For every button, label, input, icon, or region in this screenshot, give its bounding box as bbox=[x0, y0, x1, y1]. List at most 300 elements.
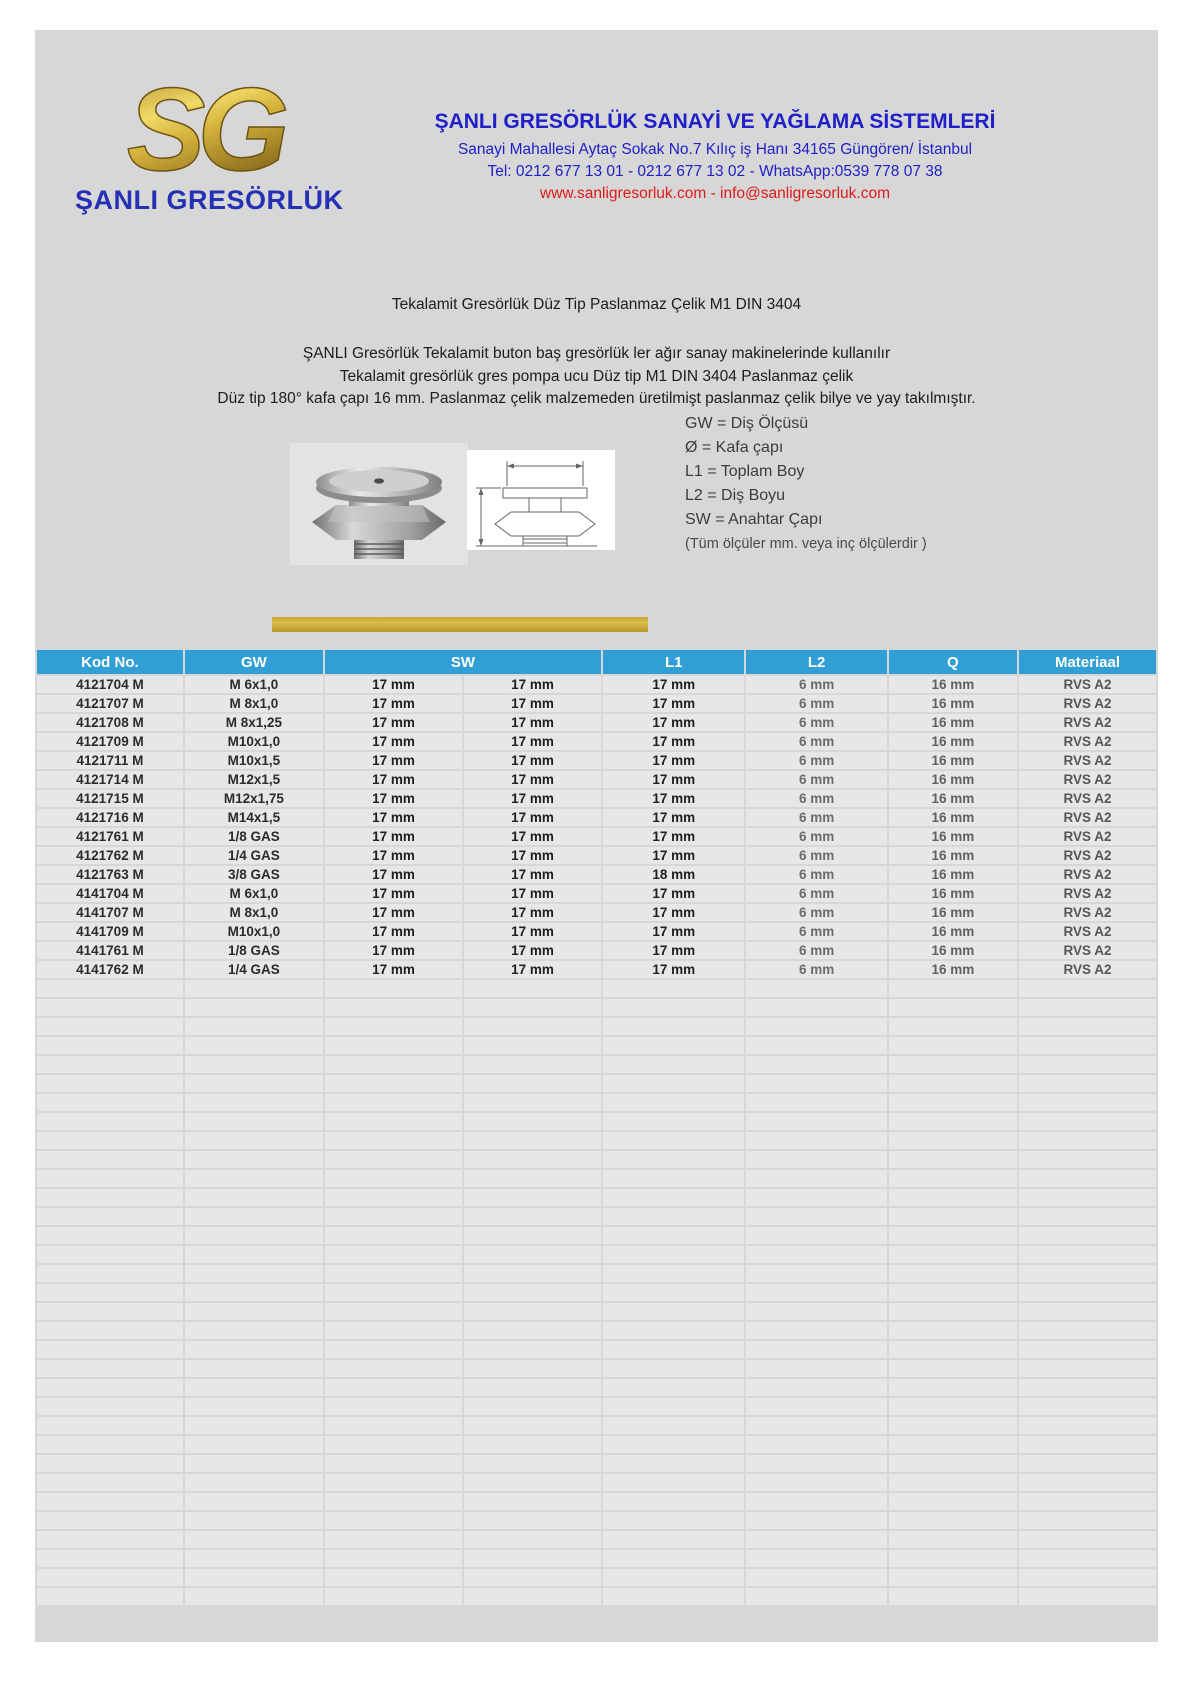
cell-materiaal: RVS A2 bbox=[1019, 809, 1156, 826]
empty-cell bbox=[603, 1151, 744, 1168]
grease-fitting-photo bbox=[290, 443, 468, 565]
empty-table-row bbox=[37, 1322, 1156, 1339]
empty-cell bbox=[889, 1569, 1017, 1586]
empty-cell bbox=[37, 1360, 183, 1377]
empty-cell bbox=[37, 1018, 183, 1035]
empty-cell bbox=[889, 1265, 1017, 1282]
empty-cell bbox=[185, 1284, 323, 1301]
empty-cell bbox=[464, 1227, 601, 1244]
cell-l1: 17 mm bbox=[603, 676, 744, 693]
empty-cell bbox=[37, 1094, 183, 1111]
cell-gw: 1/8 GAS bbox=[185, 828, 323, 845]
empty-table-row bbox=[37, 1246, 1156, 1263]
empty-cell bbox=[464, 1056, 601, 1073]
empty-cell bbox=[746, 1227, 886, 1244]
empty-cell bbox=[185, 1379, 323, 1396]
cell-materiaal: RVS A2 bbox=[1019, 676, 1156, 693]
empty-cell bbox=[464, 1246, 601, 1263]
empty-cell bbox=[746, 980, 886, 997]
cell-q: 16 mm bbox=[889, 714, 1017, 731]
header-q: Q bbox=[889, 650, 1017, 674]
empty-cell bbox=[746, 1341, 886, 1358]
cell-l2: 6 mm bbox=[746, 752, 886, 769]
empty-table-row bbox=[37, 1075, 1156, 1092]
empty-cell bbox=[185, 1056, 323, 1073]
cell-l2: 6 mm bbox=[746, 961, 886, 978]
cell-kod-no: 4121709 M bbox=[37, 733, 183, 750]
empty-cell bbox=[37, 1417, 183, 1434]
empty-cell bbox=[1019, 1493, 1156, 1510]
empty-cell bbox=[464, 1170, 601, 1187]
cell-l2: 6 mm bbox=[746, 923, 886, 940]
empty-cell bbox=[185, 1417, 323, 1434]
empty-cell bbox=[464, 1284, 601, 1301]
empty-cell bbox=[185, 1303, 323, 1320]
empty-cell bbox=[889, 1379, 1017, 1396]
empty-cell bbox=[1019, 1113, 1156, 1130]
cell-sw-2: 17 mm bbox=[464, 714, 601, 731]
empty-cell bbox=[746, 1151, 886, 1168]
cell-sw-1: 17 mm bbox=[325, 923, 462, 940]
cell-sw-2: 17 mm bbox=[464, 676, 601, 693]
empty-cell bbox=[37, 1246, 183, 1263]
cell-gw: M10x1,0 bbox=[185, 733, 323, 750]
empty-cell bbox=[889, 1075, 1017, 1092]
empty-table-row bbox=[37, 1360, 1156, 1377]
cell-l2: 6 mm bbox=[746, 809, 886, 826]
empty-cell bbox=[464, 980, 601, 997]
empty-cell bbox=[185, 1132, 323, 1149]
empty-cell bbox=[325, 1075, 462, 1092]
header-gw: GW bbox=[185, 650, 323, 674]
empty-cell bbox=[603, 1189, 744, 1206]
cell-l2: 6 mm bbox=[746, 695, 886, 712]
empty-table-row bbox=[37, 980, 1156, 997]
company-website-link[interactable]: www.sanligresorluk.com - info@sanligresorluk.com bbox=[540, 185, 890, 202]
empty-cell bbox=[1019, 1588, 1156, 1605]
empty-cell bbox=[464, 1322, 601, 1339]
empty-cell bbox=[464, 1550, 601, 1567]
empty-cell bbox=[464, 1531, 601, 1548]
empty-cell bbox=[603, 1550, 744, 1567]
company-logo bbox=[75, 78, 344, 216]
empty-cell bbox=[37, 999, 183, 1016]
cell-sw-1: 17 mm bbox=[325, 733, 462, 750]
empty-cell bbox=[185, 1265, 323, 1282]
cell-kod-no: 4121715 M bbox=[37, 790, 183, 807]
empty-cell bbox=[889, 1360, 1017, 1377]
cell-l1: 17 mm bbox=[603, 904, 744, 921]
cell-l2: 6 mm bbox=[746, 714, 886, 731]
empty-cell bbox=[464, 1360, 601, 1377]
cell-materiaal: RVS A2 bbox=[1019, 771, 1156, 788]
empty-table-row bbox=[37, 1284, 1156, 1301]
empty-cell bbox=[603, 1170, 744, 1187]
cell-gw: M 8x1,25 bbox=[185, 714, 323, 731]
empty-cell bbox=[746, 1170, 886, 1187]
cell-l2: 6 mm bbox=[746, 885, 886, 902]
empty-cell bbox=[464, 1037, 601, 1054]
empty-cell bbox=[37, 1132, 183, 1149]
empty-cell bbox=[185, 1398, 323, 1415]
empty-cell bbox=[1019, 1379, 1156, 1396]
empty-cell bbox=[185, 1113, 323, 1130]
empty-cell bbox=[37, 1113, 183, 1130]
empty-cell bbox=[889, 1531, 1017, 1548]
empty-cell bbox=[889, 1455, 1017, 1472]
empty-cell bbox=[185, 1075, 323, 1092]
cell-kod-no: 4121708 M bbox=[37, 714, 183, 731]
empty-table-row bbox=[37, 1417, 1156, 1434]
empty-table-row bbox=[37, 1398, 1156, 1415]
cell-q: 16 mm bbox=[889, 809, 1017, 826]
cell-l1: 17 mm bbox=[603, 790, 744, 807]
header-kod-no: Kod No. bbox=[37, 650, 183, 674]
empty-cell bbox=[185, 1493, 323, 1510]
empty-cell bbox=[746, 1189, 886, 1206]
empty-cell bbox=[746, 1569, 886, 1586]
empty-cell bbox=[325, 1455, 462, 1472]
cell-l1: 18 mm bbox=[603, 866, 744, 883]
technical-drawing bbox=[467, 450, 615, 550]
cell-l2: 6 mm bbox=[746, 866, 886, 883]
empty-cell bbox=[746, 1436, 886, 1453]
empty-cell bbox=[37, 1208, 183, 1225]
empty-table-row bbox=[37, 1512, 1156, 1529]
table-row bbox=[37, 923, 1156, 940]
description-line: ŞANLI Gresörlük Tekalamit buton baş gresörlük ler ağır sanay makinelerinde kullanılır bbox=[302, 345, 891, 362]
empty-cell bbox=[746, 1113, 886, 1130]
cell-kod-no: 4121711 M bbox=[37, 752, 183, 769]
empty-cell bbox=[185, 1094, 323, 1111]
cell-sw-1: 17 mm bbox=[325, 676, 462, 693]
empty-cell bbox=[185, 1208, 323, 1225]
cell-l1: 17 mm bbox=[603, 885, 744, 902]
empty-cell bbox=[1019, 1398, 1156, 1415]
empty-cell bbox=[603, 1056, 744, 1073]
empty-cell bbox=[889, 999, 1017, 1016]
cell-kod-no: 4121704 M bbox=[37, 676, 183, 693]
empty-cell bbox=[603, 1588, 744, 1605]
cell-kod-no: 4141761 M bbox=[37, 942, 183, 959]
empty-cell bbox=[37, 1493, 183, 1510]
empty-cell bbox=[889, 1417, 1017, 1434]
cell-materiaal: RVS A2 bbox=[1019, 714, 1156, 731]
product-table-wrap bbox=[35, 648, 1158, 1607]
empty-cell bbox=[1019, 1056, 1156, 1073]
empty-cell bbox=[746, 1493, 886, 1510]
empty-cell bbox=[37, 1512, 183, 1529]
empty-table-row bbox=[37, 1436, 1156, 1453]
empty-cell bbox=[889, 1037, 1017, 1054]
dimension-legend bbox=[685, 412, 927, 556]
empty-cell bbox=[603, 1360, 744, 1377]
empty-cell bbox=[325, 1132, 462, 1149]
empty-cell bbox=[603, 980, 744, 997]
cell-sw-2: 17 mm bbox=[464, 904, 601, 921]
empty-cell bbox=[37, 1398, 183, 1415]
empty-cell bbox=[746, 1455, 886, 1472]
empty-table-row bbox=[37, 1227, 1156, 1244]
table-row bbox=[37, 904, 1156, 921]
cell-sw-2: 17 mm bbox=[464, 695, 601, 712]
table-row bbox=[37, 809, 1156, 826]
document-page bbox=[35, 30, 1158, 1642]
empty-cell bbox=[889, 1341, 1017, 1358]
cell-materiaal: RVS A2 bbox=[1019, 866, 1156, 883]
empty-cell bbox=[1019, 1322, 1156, 1339]
cell-sw-2: 17 mm bbox=[464, 809, 601, 826]
cell-sw-1: 17 mm bbox=[325, 904, 462, 921]
empty-cell bbox=[325, 1303, 462, 1320]
empty-cell bbox=[1019, 1094, 1156, 1111]
cell-materiaal: RVS A2 bbox=[1019, 904, 1156, 921]
cell-materiaal: RVS A2 bbox=[1019, 733, 1156, 750]
empty-cell bbox=[325, 1360, 462, 1377]
empty-cell bbox=[603, 1018, 744, 1035]
description-line: Düz tip 180° kafa çapı 16 mm. Paslanmaz çelik malzemeden üretilmişt paslanmaz çelik bilye ve yay takılmıştır. bbox=[217, 390, 976, 407]
cell-sw-1: 17 mm bbox=[325, 809, 462, 826]
empty-table-row bbox=[37, 1094, 1156, 1111]
empty-cell bbox=[603, 1474, 744, 1491]
empty-cell bbox=[889, 1151, 1017, 1168]
cell-q: 16 mm bbox=[889, 790, 1017, 807]
empty-cell bbox=[464, 1018, 601, 1035]
cell-l1: 17 mm bbox=[603, 752, 744, 769]
empty-cell bbox=[746, 1018, 886, 1035]
empty-cell bbox=[464, 999, 601, 1016]
empty-cell bbox=[889, 1208, 1017, 1225]
cell-l1: 17 mm bbox=[603, 847, 744, 864]
company-address: Sanayi Mahallesi Aytaç Sokak No.7 Kılıç iş Hanı 34165 Güngören/ İstanbul bbox=[457, 141, 973, 158]
empty-cell bbox=[603, 1113, 744, 1130]
empty-cell bbox=[1019, 1018, 1156, 1035]
cell-sw-1: 17 mm bbox=[325, 942, 462, 959]
empty-table-row bbox=[37, 1208, 1156, 1225]
table-row bbox=[37, 828, 1156, 845]
empty-table-row bbox=[37, 1569, 1156, 1586]
empty-cell bbox=[185, 1360, 323, 1377]
empty-cell bbox=[37, 1455, 183, 1472]
empty-cell bbox=[325, 999, 462, 1016]
empty-cell bbox=[325, 1037, 462, 1054]
cell-materiaal: RVS A2 bbox=[1019, 752, 1156, 769]
cell-q: 16 mm bbox=[889, 904, 1017, 921]
empty-cell bbox=[1019, 1284, 1156, 1301]
empty-cell bbox=[746, 1075, 886, 1092]
empty-table-row bbox=[37, 1455, 1156, 1472]
cell-l1: 17 mm bbox=[603, 695, 744, 712]
empty-cell bbox=[325, 1018, 462, 1035]
empty-cell bbox=[185, 1474, 323, 1491]
empty-cell bbox=[185, 1341, 323, 1358]
empty-cell bbox=[185, 1531, 323, 1548]
cell-l2: 6 mm bbox=[746, 828, 886, 845]
empty-cell bbox=[603, 1398, 744, 1415]
cell-sw-2: 17 mm bbox=[464, 942, 601, 959]
empty-cell bbox=[185, 1512, 323, 1529]
empty-cell bbox=[464, 1379, 601, 1396]
empty-cell bbox=[603, 999, 744, 1016]
cell-sw-2: 17 mm bbox=[464, 885, 601, 902]
empty-cell bbox=[1019, 1531, 1156, 1548]
empty-cell bbox=[325, 1056, 462, 1073]
empty-cell bbox=[1019, 1569, 1156, 1586]
table-row bbox=[37, 961, 1156, 978]
empty-table-row bbox=[37, 1170, 1156, 1187]
empty-cell bbox=[325, 1322, 462, 1339]
cell-kod-no: 4121714 M bbox=[37, 771, 183, 788]
empty-table-row bbox=[37, 1056, 1156, 1073]
cell-l1: 17 mm bbox=[603, 714, 744, 731]
empty-cell bbox=[746, 1474, 886, 1491]
gold-separator-bar bbox=[272, 617, 648, 632]
company-brand-text: ŞANLI GRESÖRLÜK bbox=[75, 185, 344, 215]
empty-cell bbox=[464, 1474, 601, 1491]
empty-cell bbox=[1019, 1075, 1156, 1092]
header-sw: SW bbox=[325, 650, 601, 674]
empty-cell bbox=[889, 1113, 1017, 1130]
cell-kod-no: 4141704 M bbox=[37, 885, 183, 902]
cell-sw-1: 17 mm bbox=[325, 847, 462, 864]
empty-cell bbox=[746, 1265, 886, 1282]
cell-materiaal: RVS A2 bbox=[1019, 790, 1156, 807]
empty-cell bbox=[325, 980, 462, 997]
cell-gw: M10x1,0 bbox=[185, 923, 323, 940]
empty-cell bbox=[37, 1284, 183, 1301]
cell-gw: M14x1,5 bbox=[185, 809, 323, 826]
empty-cell bbox=[325, 1474, 462, 1491]
empty-cell bbox=[889, 1132, 1017, 1149]
empty-cell bbox=[464, 1569, 601, 1586]
empty-cell bbox=[464, 1113, 601, 1130]
empty-cell bbox=[37, 1075, 183, 1092]
cell-materiaal: RVS A2 bbox=[1019, 695, 1156, 712]
empty-cell bbox=[37, 1379, 183, 1396]
cell-materiaal: RVS A2 bbox=[1019, 885, 1156, 902]
cell-l1: 17 mm bbox=[603, 828, 744, 845]
empty-cell bbox=[464, 1189, 601, 1206]
empty-cell bbox=[889, 1227, 1017, 1244]
empty-cell bbox=[889, 1094, 1017, 1111]
empty-cell bbox=[1019, 1189, 1156, 1206]
empty-cell bbox=[889, 1322, 1017, 1339]
empty-cell bbox=[603, 1341, 744, 1358]
empty-cell bbox=[603, 1208, 744, 1225]
empty-cell bbox=[37, 1189, 183, 1206]
empty-cell bbox=[185, 1151, 323, 1168]
cell-q: 16 mm bbox=[889, 676, 1017, 693]
empty-table-row bbox=[37, 1303, 1156, 1320]
cell-l2: 6 mm bbox=[746, 771, 886, 788]
empty-cell bbox=[37, 1474, 183, 1491]
empty-cell bbox=[464, 1455, 601, 1472]
cell-kod-no: 4141762 M bbox=[37, 961, 183, 978]
table-row bbox=[37, 714, 1156, 731]
empty-cell bbox=[37, 1303, 183, 1320]
empty-cell bbox=[1019, 1132, 1156, 1149]
empty-cell bbox=[1019, 1303, 1156, 1320]
empty-cell bbox=[1019, 1550, 1156, 1567]
empty-cell bbox=[37, 1265, 183, 1282]
cell-sw-1: 17 mm bbox=[325, 771, 462, 788]
company-header bbox=[360, 110, 1070, 205]
cell-gw: M 8x1,0 bbox=[185, 904, 323, 921]
empty-cell bbox=[603, 1075, 744, 1092]
cell-materiaal: RVS A2 bbox=[1019, 961, 1156, 978]
cell-gw: M10x1,5 bbox=[185, 752, 323, 769]
empty-cell bbox=[889, 1550, 1017, 1567]
empty-cell bbox=[746, 1303, 886, 1320]
company-phone: Tel: 0212 677 13 01 - 0212 677 13 02 - WhatsApp:0539 778 07 38 bbox=[487, 163, 943, 180]
empty-cell bbox=[185, 1436, 323, 1453]
empty-cell bbox=[889, 1512, 1017, 1529]
empty-cell bbox=[185, 1322, 323, 1339]
empty-table-row bbox=[37, 1151, 1156, 1168]
empty-cell bbox=[464, 1341, 601, 1358]
product-table-body bbox=[37, 676, 1156, 1605]
empty-table-row bbox=[37, 999, 1156, 1016]
empty-cell bbox=[1019, 1341, 1156, 1358]
cell-l2: 6 mm bbox=[746, 733, 886, 750]
empty-cell bbox=[603, 1303, 744, 1320]
cell-kod-no: 4121707 M bbox=[37, 695, 183, 712]
cell-l2: 6 mm bbox=[746, 942, 886, 959]
cell-gw: M 6x1,0 bbox=[185, 885, 323, 902]
empty-table-row bbox=[37, 1588, 1156, 1605]
empty-cell bbox=[464, 1417, 601, 1434]
empty-cell bbox=[889, 1246, 1017, 1263]
empty-cell bbox=[746, 1588, 886, 1605]
empty-cell bbox=[889, 980, 1017, 997]
cell-sw-1: 17 mm bbox=[325, 714, 462, 731]
empty-cell bbox=[325, 1170, 462, 1187]
table-row bbox=[37, 695, 1156, 712]
cell-materiaal: RVS A2 bbox=[1019, 847, 1156, 864]
cell-l2: 6 mm bbox=[746, 676, 886, 693]
cell-sw-1: 17 mm bbox=[325, 961, 462, 978]
cell-l1: 17 mm bbox=[603, 961, 744, 978]
cell-q: 16 mm bbox=[889, 866, 1017, 883]
empty-cell bbox=[325, 1493, 462, 1510]
empty-table-row bbox=[37, 1018, 1156, 1035]
cell-kod-no: 4121716 M bbox=[37, 809, 183, 826]
cell-q: 16 mm bbox=[889, 752, 1017, 769]
empty-cell bbox=[603, 1227, 744, 1244]
cell-gw: 1/4 GAS bbox=[185, 961, 323, 978]
empty-cell bbox=[746, 1512, 886, 1529]
empty-cell bbox=[746, 1208, 886, 1225]
empty-cell bbox=[185, 1170, 323, 1187]
empty-cell bbox=[1019, 1151, 1156, 1168]
legend-item: Ø = Kafa çapı bbox=[685, 439, 784, 456]
cell-l1: 17 mm bbox=[603, 771, 744, 788]
empty-table-row bbox=[37, 1379, 1156, 1396]
cell-gw: M 8x1,0 bbox=[185, 695, 323, 712]
cell-q: 16 mm bbox=[889, 942, 1017, 959]
empty-cell bbox=[603, 1436, 744, 1453]
header-materiaal: Materiaal bbox=[1019, 650, 1156, 674]
empty-cell bbox=[464, 1265, 601, 1282]
empty-cell bbox=[746, 1246, 886, 1263]
product-photo bbox=[290, 443, 468, 565]
empty-cell bbox=[1019, 1417, 1156, 1434]
empty-cell bbox=[37, 1569, 183, 1586]
empty-cell bbox=[464, 1588, 601, 1605]
cell-sw-1: 17 mm bbox=[325, 828, 462, 845]
cell-l2: 6 mm bbox=[746, 847, 886, 864]
cell-l1: 17 mm bbox=[603, 809, 744, 826]
